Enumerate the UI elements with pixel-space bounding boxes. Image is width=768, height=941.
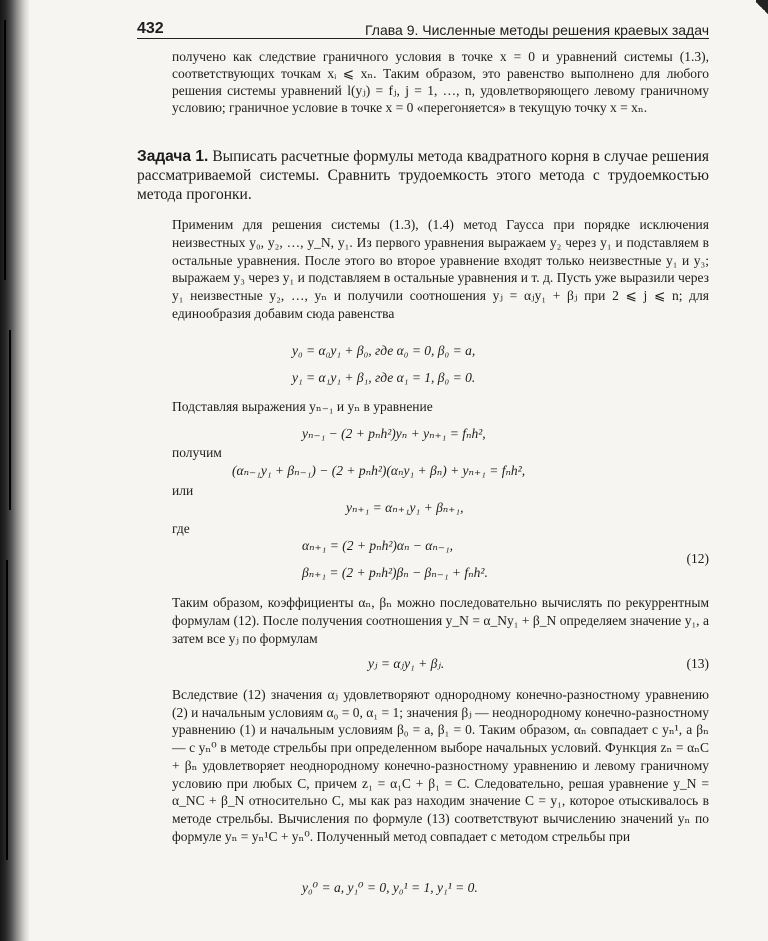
solution-paragraph-4: Вследствие (12) значения αⱼ удовлетворяют однородному конечно-разностному уравнению (2) и начальным условиям α₀ = 0, α₁ = 1; значения βⱼ — неоднородному конечно-разностному уравнению (1) и начальным условиям β₀ = a, β₁ = 0. Таким образом, αₙ совпадает с yₙ¹, а βₙ — с yₙ⁰ в методе стрельбы при определенном выборе начальных условий. Функция zₙ = αₙC + βₙ удовлетворяет неоднородному конечно-разностному уравнению и левому граничному условию при любых C, причем z₁ = α₁C + β₁ = C. Следовательно, решая уравнение y_N = α_NC + β_N относительно C, мы как раз находим значение C = y₁, которое отыскивалось в методе стрельбы. Вычисления по формуле (13) соответствуют вычислению значений yₙ по формуле yₙ = yₙ¹C + yₙ⁰. Полученный метод совпадает с методом стрельбы при [172, 687, 709, 844]
word-poluchim: получим [172, 445, 222, 460]
running-header [137, 14, 709, 39]
page-corner [756, 0, 768, 16]
page-number: 432 [137, 20, 164, 37]
solution-paragraph-3: Таким образом, коэффициенты αₙ, βₙ можно последовательно вычислять по рекуррентным формулам (12). После получения соотношения y_N = α_Ny₁ + β_N определяем значение y₁, а затем все yⱼ по формулам [172, 595, 709, 646]
book-binding-shadow [0, 0, 30, 941]
equation-yn1: yₙ₊₁ = αₙ₊₁y₁ + βₙ₊₁, [346, 500, 464, 515]
solution-paragraph-2: Подставляя выражения yₙ₋₁ и yₙ в уравнение [172, 399, 433, 414]
equation-y0: y₀ = α₀y₁ + β₀, где α₀ = 0, β₀ = a, [292, 343, 476, 358]
equation-number-12: (12) [686, 551, 709, 566]
word-ili: или [172, 483, 194, 498]
equation-difference: yₙ₋₁ − (2 + pₙh²)yₙ + yₙ₊₁ = fₙh², [302, 426, 486, 441]
equation-number-13: (13) [686, 656, 709, 671]
task-label: Задача 1. [137, 148, 209, 165]
equation-alpha-recurrence: αₙ₊₁ = (2 + pₙh²)αₙ − αₙ₋₁, [302, 538, 454, 553]
chapter-title: Глава 9. Численные методы решения краевых задач [364, 22, 709, 38]
equation-yj: yⱼ = αⱼy₁ + βⱼ. [368, 656, 445, 671]
intro-paragraph: получено как следствие граничного условия в точке x = 0 и уравнений системы (1.3), соответствующих точкам xᵢ ⩽ xₙ. Таким образом, это равенство выполнено для любого решения системы уравнений l(yⱼ) = fⱼ, j = 1, …, n, удовлетворяющего левому граничному условию; граничное условие в точке x = 0 «перегоняется» в текущую точку x = xₙ. [172, 49, 709, 115]
equation-initial-conditions: y₀⁰ = a, y₁⁰ = 0, y₀¹ = 1, y₁¹ = 0. [302, 880, 478, 895]
word-gde: где [172, 521, 190, 536]
task-1 [137, 147, 709, 204]
equation-y1: y₁ = α₁y₁ + β₁, где α₁ = 1, β₀ = 0. [292, 370, 476, 385]
task-text: Выписать расчетные формулы метода квадратного корня в случае решения рассматриваемой системы. Сравнить трудоемкость этого метода с трудоемкостью метода прогонки. [137, 148, 709, 203]
equation-substituted: (αₙ₋₁y₁ + βₙ₋₁) − (2 + pₙh²)(αₙy₁ + βₙ) + yₙ₊₁ = fₙh², [232, 463, 526, 478]
equation-beta-recurrence: βₙ₊₁ = (2 + pₙh²)βₙ − βₙ₋₁ + fₙh². [302, 565, 488, 580]
solution-paragraph-1: Применим для решения системы (1.3), (1.4) метод Гаусса при порядке исключения неизвестных y₀, y₂, …, y_N, y₁. Из первого уравнения выражаем y₂ через y₁ и подставляем в остальные уравнения. После этого во второе уравнение входят только неизвестные y₁ и y₃; выражаем y₃ через y₁ и подставляем в остальные уравнения и т. д. Пусть уже выразили через y₁ неизвестные y₂, …, yₙ и получили соотношения yⱼ = αⱼy₁ + βⱼ при 2 ⩽ j ⩽ n; для единообразия добавим сюда равенства [172, 217, 709, 321]
